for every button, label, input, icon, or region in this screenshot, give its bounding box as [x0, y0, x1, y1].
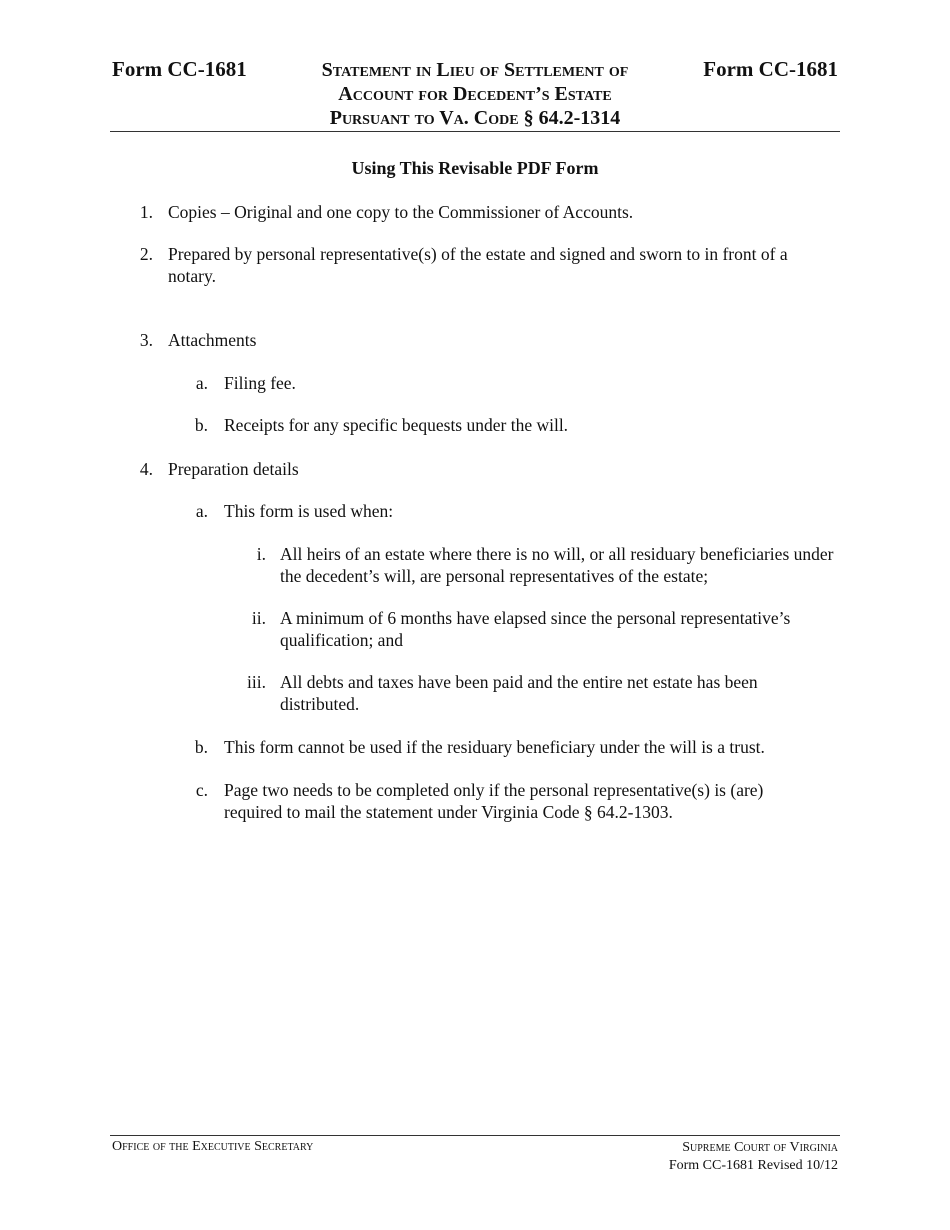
footer-court [669, 1139, 838, 1175]
header-divider [110, 131, 840, 132]
list-roman: i. [256, 544, 266, 564]
list-letter: c. [195, 780, 208, 800]
footer-divider [110, 1135, 840, 1136]
list-letter: b. [194, 737, 208, 757]
list-text: Receipts for any specific bequests under the will. [224, 415, 569, 435]
list-letter: a. [195, 373, 208, 393]
list-letter: a. [195, 501, 208, 521]
list-text: This form is used when: [224, 501, 394, 521]
form-number-right: Form CC-1681 [703, 57, 838, 81]
title-line-3: Pursuant to Va. Code § 64.2-1314 [329, 107, 621, 129]
list-roman: ii. [251, 608, 266, 628]
list-roman: iii. [247, 672, 266, 692]
list-text: This form cannot be used if the residuary beneficiary under the will is a trust. [224, 737, 765, 757]
list-text: All heirs of an estate where there is no will, or all residuary beneficiaries under the decedent’s will, are personal representatives of the estate; [280, 544, 834, 586]
footer-court-name: Supreme Court of Virginia [682, 1140, 838, 1155]
title-line-2: Account for Decedent’s Estate [338, 83, 612, 105]
list-number: 1. [139, 202, 153, 222]
list-text: Page two needs to be completed only if the personal representative(s) is (are) required to mail the statement under Virginia Code § 64.2-1303. [224, 780, 764, 822]
form-number-left: Form CC-1681 [112, 57, 247, 81]
list-text: Copies – Original and one copy to the Commissioner of Accounts. [168, 202, 634, 222]
footer-office: Office of the Executive Secretary [112, 1139, 314, 1154]
list-number: 3. [139, 330, 153, 350]
list-text: All debts and taxes have been paid and the entire net estate has been distributed. [280, 672, 758, 714]
list-number: 4. [139, 459, 153, 479]
list-text: Preparation details [168, 459, 299, 479]
footer-revision: Form CC-1681 Revised 10/12 [668, 1158, 838, 1173]
document-title [250, 58, 700, 130]
list-text: A minimum of 6 months have elapsed since the personal representative’s qualification; and [280, 608, 791, 650]
section-subtitle: Using This Revisable PDF Form [351, 158, 599, 178]
list-number: 2. [139, 244, 153, 264]
list-text: Filing fee. [224, 373, 296, 393]
title-line-1: Statement in Lieu of Settlement of [321, 59, 629, 81]
list-letter: b. [194, 415, 208, 435]
list-text: Prepared by personal representative(s) of the estate and signed and sworn to in front of a notary. [168, 244, 788, 286]
list-text: Attachments [168, 330, 257, 350]
